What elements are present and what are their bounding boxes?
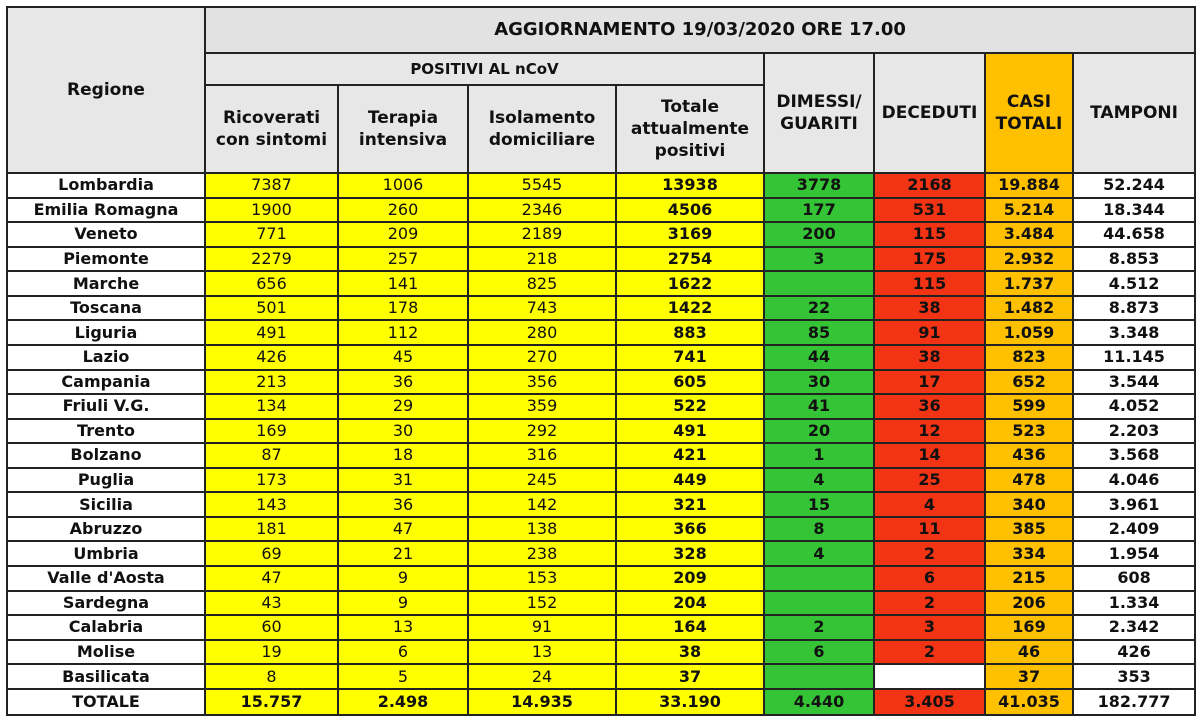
ricoverati-cell: 2279 — [205, 247, 338, 272]
regione-cell: Valle d'Aosta — [7, 566, 205, 591]
totale-positivi-cell: 33.190 — [616, 689, 764, 715]
regione-cell: Liguria — [7, 320, 205, 345]
ricoverati-cell: 169 — [205, 419, 338, 444]
totale-positivi-cell: 164 — [616, 615, 764, 640]
tamponi-cell: 52.244 — [1073, 173, 1195, 198]
report-title: AGGIORNAMENTO 19/03/2020 ORE 17.00 — [205, 7, 1195, 53]
tamponi-cell: 8.873 — [1073, 296, 1195, 321]
table-row — [7, 394, 1195, 419]
isolamento-cell: 238 — [468, 541, 616, 566]
totale-positivi-cell: 321 — [616, 492, 764, 517]
deceduti-cell: 91 — [874, 320, 985, 345]
ricoverati-cell: 213 — [205, 370, 338, 395]
regione-cell: Lombardia — [7, 173, 205, 198]
terapia-cell: 178 — [338, 296, 468, 321]
deceduti-cell: 2168 — [874, 173, 985, 198]
tamponi-cell: 3.568 — [1073, 443, 1195, 468]
table-row — [7, 271, 1195, 296]
isolamento-cell: 316 — [468, 443, 616, 468]
tamponi-cell: 2.409 — [1073, 517, 1195, 542]
dimessi-cell — [764, 664, 874, 689]
covid-report-table-container — [6, 6, 1194, 716]
deceduti-cell: 3 — [874, 615, 985, 640]
terapia-cell: 36 — [338, 370, 468, 395]
tamponi-cell: 4.052 — [1073, 394, 1195, 419]
table-row — [7, 468, 1195, 493]
regione-cell: Toscana — [7, 296, 205, 321]
casi-totali-cell: 206 — [985, 591, 1073, 616]
isolamento-cell: 138 — [468, 517, 616, 542]
totale-positivi-cell: 4506 — [616, 198, 764, 223]
terapia-cell: 112 — [338, 320, 468, 345]
casi-totali-cell: 215 — [985, 566, 1073, 591]
table-row — [7, 198, 1195, 223]
casi-totali-cell: 46 — [985, 640, 1073, 665]
ricoverati-cell: 491 — [205, 320, 338, 345]
totale-positivi-cell: 741 — [616, 345, 764, 370]
deceduti-cell: 115 — [874, 271, 985, 296]
casi-totali-cell: 2.932 — [985, 247, 1073, 272]
ricoverati-cell: 181 — [205, 517, 338, 542]
dimessi-cell: 6 — [764, 640, 874, 665]
regione-cell: Marche — [7, 271, 205, 296]
totale-positivi-cell: 883 — [616, 320, 764, 345]
isolamento-cell: 14.935 — [468, 689, 616, 715]
deceduti-cell: 11 — [874, 517, 985, 542]
isolamento-cell: 825 — [468, 271, 616, 296]
dimessi-cell: 4.440 — [764, 689, 874, 715]
terapia-cell: 30 — [338, 419, 468, 444]
deceduti-cell: 38 — [874, 296, 985, 321]
regione-cell: Campania — [7, 370, 205, 395]
deceduti-cell: 36 — [874, 394, 985, 419]
terapia-cell: 36 — [338, 492, 468, 517]
casi-totali-cell: 652 — [985, 370, 1073, 395]
ricoverati-cell: 143 — [205, 492, 338, 517]
table-row — [7, 517, 1195, 542]
table-row — [7, 640, 1195, 665]
regione-cell: Piemonte — [7, 247, 205, 272]
dimessi-cell — [764, 271, 874, 296]
casi-totali-cell: 169 — [985, 615, 1073, 640]
totale-positivi-cell: 13938 — [616, 173, 764, 198]
tamponi-cell: 3.961 — [1073, 492, 1195, 517]
isolamento-cell: 91 — [468, 615, 616, 640]
terapia-cell: 2.498 — [338, 689, 468, 715]
regione-cell: Friuli V.G. — [7, 394, 205, 419]
dimessi-cell: 8 — [764, 517, 874, 542]
terapia-cell: 31 — [338, 468, 468, 493]
regione-cell: Trento — [7, 419, 205, 444]
terapia-cell: 29 — [338, 394, 468, 419]
ricoverati-cell: 501 — [205, 296, 338, 321]
table-row — [7, 320, 1195, 345]
header-positivi: POSITIVI AL nCoV — [205, 53, 764, 85]
totale-positivi-cell: 3169 — [616, 222, 764, 247]
table-row — [7, 222, 1195, 247]
isolamento-cell: 13 — [468, 640, 616, 665]
tamponi-cell: 3.348 — [1073, 320, 1195, 345]
totals-row — [7, 689, 1195, 715]
ricoverati-cell: 173 — [205, 468, 338, 493]
terapia-cell: 13 — [338, 615, 468, 640]
isolamento-cell: 359 — [468, 394, 616, 419]
dimessi-cell: 30 — [764, 370, 874, 395]
terapia-cell: 45 — [338, 345, 468, 370]
regione-cell: Puglia — [7, 468, 205, 493]
deceduti-cell: 17 — [874, 370, 985, 395]
regione-cell: Veneto — [7, 222, 205, 247]
regione-cell: Emilia Romagna — [7, 198, 205, 223]
deceduti-cell: 2 — [874, 640, 985, 665]
header-dimessi: DIMESSI/ GUARITI — [764, 53, 874, 173]
dimessi-cell: 41 — [764, 394, 874, 419]
dimessi-cell — [764, 591, 874, 616]
deceduti-cell — [874, 664, 985, 689]
regione-cell: Abruzzo — [7, 517, 205, 542]
terapia-cell: 209 — [338, 222, 468, 247]
table-row — [7, 492, 1195, 517]
table-row — [7, 664, 1195, 689]
isolamento-cell: 153 — [468, 566, 616, 591]
deceduti-cell: 25 — [874, 468, 985, 493]
deceduti-cell: 38 — [874, 345, 985, 370]
casi-totali-cell: 340 — [985, 492, 1073, 517]
terapia-cell: 9 — [338, 566, 468, 591]
table-row — [7, 615, 1195, 640]
totale-positivi-cell: 38 — [616, 640, 764, 665]
header-isolamento: Isolamento domiciliare — [468, 85, 616, 173]
table-row — [7, 419, 1195, 444]
regione-cell: Sicilia — [7, 492, 205, 517]
table-row — [7, 443, 1195, 468]
totale-positivi-cell: 1422 — [616, 296, 764, 321]
casi-totali-cell: 37 — [985, 664, 1073, 689]
dimessi-cell: 22 — [764, 296, 874, 321]
tamponi-cell: 8.853 — [1073, 247, 1195, 272]
totale-positivi-cell: 421 — [616, 443, 764, 468]
header-casi-totali: CASI TOTALI — [985, 53, 1073, 173]
ricoverati-cell: 87 — [205, 443, 338, 468]
isolamento-cell: 142 — [468, 492, 616, 517]
isolamento-cell: 2346 — [468, 198, 616, 223]
totale-positivi-cell: 366 — [616, 517, 764, 542]
totale-positivi-cell: 491 — [616, 419, 764, 444]
totale-positivi-cell: 204 — [616, 591, 764, 616]
isolamento-cell: 5545 — [468, 173, 616, 198]
dimessi-cell: 15 — [764, 492, 874, 517]
regione-cell: Basilicata — [7, 664, 205, 689]
table-row — [7, 173, 1195, 198]
casi-totali-cell: 523 — [985, 419, 1073, 444]
tamponi-cell: 2.342 — [1073, 615, 1195, 640]
ricoverati-cell: 8 — [205, 664, 338, 689]
deceduti-cell: 2 — [874, 591, 985, 616]
deceduti-cell: 175 — [874, 247, 985, 272]
tamponi-cell: 2.203 — [1073, 419, 1195, 444]
totale-positivi-cell: 2754 — [616, 247, 764, 272]
tamponi-cell: 1.954 — [1073, 541, 1195, 566]
totale-positivi-cell: 522 — [616, 394, 764, 419]
dimessi-cell: 20 — [764, 419, 874, 444]
casi-totali-cell: 5.214 — [985, 198, 1073, 223]
terapia-cell: 5 — [338, 664, 468, 689]
deceduti-cell: 4 — [874, 492, 985, 517]
regione-cell: Lazio — [7, 345, 205, 370]
deceduti-cell: 531 — [874, 198, 985, 223]
isolamento-cell: 743 — [468, 296, 616, 321]
ricoverati-cell: 426 — [205, 345, 338, 370]
deceduti-cell: 6 — [874, 566, 985, 591]
deceduti-cell: 3.405 — [874, 689, 985, 715]
casi-totali-cell: 41.035 — [985, 689, 1073, 715]
isolamento-cell: 280 — [468, 320, 616, 345]
tamponi-cell: 1.334 — [1073, 591, 1195, 616]
casi-totali-cell: 1.482 — [985, 296, 1073, 321]
table-row — [7, 345, 1195, 370]
dimessi-cell: 2 — [764, 615, 874, 640]
regione-cell: Sardegna — [7, 591, 205, 616]
covid-report-table — [6, 6, 1196, 716]
casi-totali-cell: 385 — [985, 517, 1073, 542]
ricoverati-cell: 47 — [205, 566, 338, 591]
ricoverati-cell: 134 — [205, 394, 338, 419]
dimessi-cell — [764, 566, 874, 591]
table-row — [7, 566, 1195, 591]
ricoverati-cell: 60 — [205, 615, 338, 640]
ricoverati-cell: 43 — [205, 591, 338, 616]
terapia-cell: 1006 — [338, 173, 468, 198]
casi-totali-cell: 1.059 — [985, 320, 1073, 345]
tamponi-cell: 608 — [1073, 566, 1195, 591]
header-terapia: Terapia intensiva — [338, 85, 468, 173]
totale-positivi-cell: 328 — [616, 541, 764, 566]
table-row — [7, 296, 1195, 321]
tamponi-cell: 11.145 — [1073, 345, 1195, 370]
casi-totali-cell: 1.737 — [985, 271, 1073, 296]
header-regione: Regione — [7, 7, 205, 173]
tamponi-cell: 353 — [1073, 664, 1195, 689]
ricoverati-cell: 69 — [205, 541, 338, 566]
totale-positivi-cell: 37 — [616, 664, 764, 689]
totale-positivi-cell: 1622 — [616, 271, 764, 296]
tamponi-cell: 4.512 — [1073, 271, 1195, 296]
dimessi-cell: 44 — [764, 345, 874, 370]
isolamento-cell: 24 — [468, 664, 616, 689]
table-row — [7, 541, 1195, 566]
terapia-cell: 257 — [338, 247, 468, 272]
tamponi-cell: 4.046 — [1073, 468, 1195, 493]
tamponi-cell: 3.544 — [1073, 370, 1195, 395]
dimessi-cell: 4 — [764, 468, 874, 493]
header-deceduti: DECEDUTI — [874, 53, 985, 173]
table-row — [7, 370, 1195, 395]
isolamento-cell: 218 — [468, 247, 616, 272]
isolamento-cell: 270 — [468, 345, 616, 370]
header-totale-positivi: Totale attualmente positivi — [616, 85, 764, 173]
ricoverati-cell: 656 — [205, 271, 338, 296]
casi-totali-cell: 478 — [985, 468, 1073, 493]
regione-cell: Calabria — [7, 615, 205, 640]
ricoverati-cell: 19 — [205, 640, 338, 665]
regione-cell: TOTALE — [7, 689, 205, 715]
totale-positivi-cell: 605 — [616, 370, 764, 395]
terapia-cell: 6 — [338, 640, 468, 665]
isolamento-cell: 356 — [468, 370, 616, 395]
header-ricoverati: Ricoverati con sintomi — [205, 85, 338, 173]
casi-totali-cell: 3.484 — [985, 222, 1073, 247]
isolamento-cell: 2189 — [468, 222, 616, 247]
dimessi-cell: 1 — [764, 443, 874, 468]
regione-cell: Bolzano — [7, 443, 205, 468]
dimessi-cell: 3778 — [764, 173, 874, 198]
deceduti-cell: 14 — [874, 443, 985, 468]
casi-totali-cell: 19.884 — [985, 173, 1073, 198]
dimessi-cell: 4 — [764, 541, 874, 566]
ricoverati-cell: 15.757 — [205, 689, 338, 715]
table-row — [7, 591, 1195, 616]
ricoverati-cell: 771 — [205, 222, 338, 247]
dimessi-cell: 177 — [764, 198, 874, 223]
table-row — [7, 247, 1195, 272]
deceduti-cell: 12 — [874, 419, 985, 444]
casi-totali-cell: 599 — [985, 394, 1073, 419]
terapia-cell: 47 — [338, 517, 468, 542]
dimessi-cell: 85 — [764, 320, 874, 345]
regione-cell: Molise — [7, 640, 205, 665]
dimessi-cell: 200 — [764, 222, 874, 247]
dimessi-cell: 3 — [764, 247, 874, 272]
ricoverati-cell: 7387 — [205, 173, 338, 198]
deceduti-cell: 2 — [874, 541, 985, 566]
terapia-cell: 18 — [338, 443, 468, 468]
tamponi-cell: 44.658 — [1073, 222, 1195, 247]
totale-positivi-cell: 449 — [616, 468, 764, 493]
casi-totali-cell: 436 — [985, 443, 1073, 468]
table-body — [7, 173, 1195, 715]
terapia-cell: 141 — [338, 271, 468, 296]
isolamento-cell: 152 — [468, 591, 616, 616]
totale-positivi-cell: 209 — [616, 566, 764, 591]
casi-totali-cell: 334 — [985, 541, 1073, 566]
header-tamponi: TAMPONI — [1073, 53, 1195, 173]
terapia-cell: 21 — [338, 541, 468, 566]
terapia-cell: 260 — [338, 198, 468, 223]
isolamento-cell: 292 — [468, 419, 616, 444]
regione-cell: Umbria — [7, 541, 205, 566]
deceduti-cell: 115 — [874, 222, 985, 247]
tamponi-cell: 18.344 — [1073, 198, 1195, 223]
casi-totali-cell: 823 — [985, 345, 1073, 370]
terapia-cell: 9 — [338, 591, 468, 616]
tamponi-cell: 426 — [1073, 640, 1195, 665]
tamponi-cell: 182.777 — [1073, 689, 1195, 715]
isolamento-cell: 245 — [468, 468, 616, 493]
ricoverati-cell: 1900 — [205, 198, 338, 223]
